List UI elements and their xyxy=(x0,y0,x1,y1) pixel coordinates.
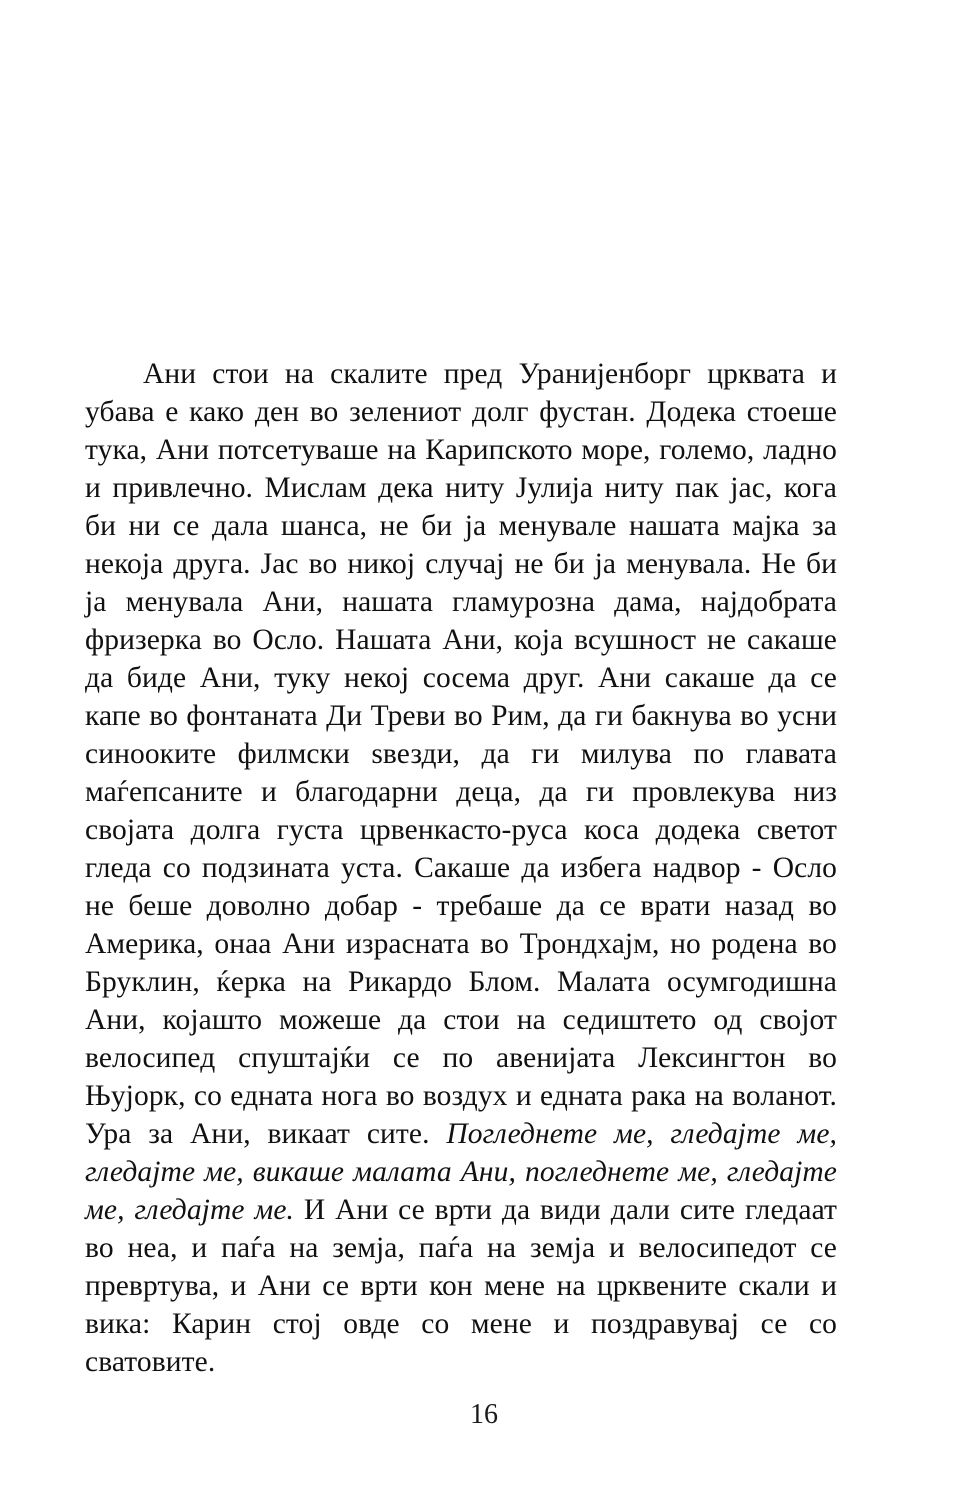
paragraph-lead-text: Ани стои на скалите пред Уранијенборг црквата и убава е како ден во зелениот долг фустан. Додека стоеше тука, Ани потсетуваше на Карипското море, големо, ладно и привлечно. Мислам дека ниту Јулија ниту пак јас, кога би ни се дала шанса, не би ја менувале нашата мајка за некоја друга. Јас во никој случај не би ја менувала. Не би ја менувала Ани, нашата гламурозна дама, најдобрата фризерка во Осло. Нашата Ани, која всушност не сакаше да биде Ани, туку некој сосема друг. Ани сакаше да се капе во фонтаната Ди Треви во Рим, да ги бакнува во усни синооките филмски ѕвезди, да ги милува по главата маѓепсаните и благодарни деца, да ги провлекува низ својата долга густа црвенкасто-руса коса додека светот гледа со подзината уста. Сакаше да избега надвор - Осло не беше доволно добар - требаше да се врати назад во Америка, онаа Ани израсната во Трондхајм, но родена во Бруклин, ќерка на Рикардо Блом. Малата осумгодишна Ани, којашто можеше да стои на седиштето од својот велосипед спуштајќи се по авенијата Лексингтон во Њујорк, со едната нога во воздух и едната рака на воланот. Ура за Ани, викаат сите. xyxy=(85,358,837,1150)
page-text-block xyxy=(85,355,837,1381)
paragraph-italic-text: Погледнете ме, гледајте ме, гледајте ме, викаше малата Ани, погледнете ме, гледајте ме, гледајте ме. xyxy=(85,1118,837,1226)
body-paragraph xyxy=(85,355,837,1381)
page-number: 16 xyxy=(470,1399,498,1430)
paragraph-tail-text: И Ани се врти да види дали сите гледаат во неа, и паѓа на земја, паѓа на земја и велосипедот се превртува, и Ани се врти кон мене на црквените скали и вика: Карин стој овде со мене и поздравувај се со сватовите. xyxy=(85,1194,837,1378)
